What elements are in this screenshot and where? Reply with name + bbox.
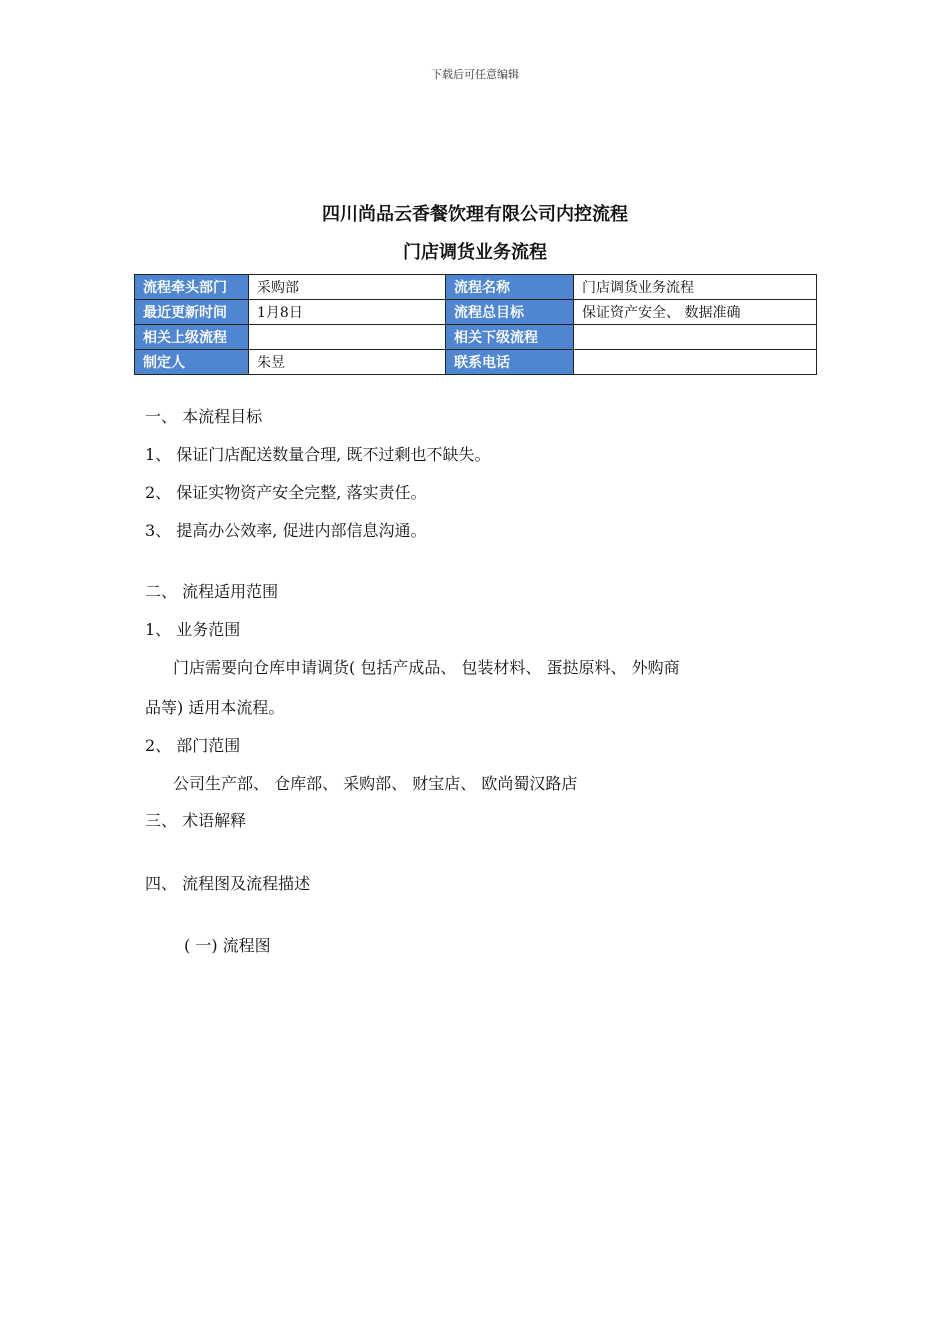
value-process-name: 门店调货业务流程 xyxy=(574,275,817,300)
label-upper-process: 相关上级流程 xyxy=(135,325,249,350)
section2-sub2-text: 公司生产部、 仓库部、 采购部、 财宝店、 欧尚蜀汉路店 xyxy=(173,774,578,793)
section1-heading: 一、 本流程目标 xyxy=(145,407,263,426)
section4-heading: 四、 流程图及流程描述 xyxy=(145,874,311,893)
label-last-updated: 最近更新时间 xyxy=(135,300,249,325)
section2-sub1-text-line1: 门店需要向仓库申请调货( 包括产成品、 包装材料、 蛋挞原料、 外购商 xyxy=(173,658,680,677)
label-author: 制定人 xyxy=(135,350,249,375)
table-row xyxy=(135,350,817,375)
list-item: 3、 提高办公效率, 促进内部信息沟通。 xyxy=(145,521,427,540)
value-phone xyxy=(574,350,817,375)
section3-heading: 三、 术语解释 xyxy=(145,811,247,830)
section2-heading: 二、 流程适用范围 xyxy=(145,582,279,601)
value-lower-process xyxy=(574,325,817,350)
value-upper-process xyxy=(249,325,446,350)
label-process-name: 流程名称 xyxy=(446,275,574,300)
table-row xyxy=(135,300,817,325)
section2-sub2-heading: 2、 部门范围 xyxy=(145,736,241,755)
label-phone: 联系电话 xyxy=(446,350,574,375)
header-note: 下载后可任意编辑 xyxy=(431,68,519,81)
section4-sub1-heading: ( 一) 流程图 xyxy=(184,936,271,955)
value-lead-department: 采购部 xyxy=(249,275,446,300)
table-row xyxy=(135,325,817,350)
section2-sub1-text-line2: 品等) 适用本流程。 xyxy=(145,698,285,717)
process-info-table xyxy=(134,274,817,375)
label-lead-department: 流程牵头部门 xyxy=(135,275,249,300)
label-process-goal: 流程总目标 xyxy=(446,300,574,325)
label-lower-process: 相关下级流程 xyxy=(446,325,574,350)
table-row xyxy=(135,275,817,300)
process-title: 门店调货业务流程 xyxy=(403,242,547,263)
value-last-updated: 1月8日 xyxy=(249,300,446,325)
list-item: 2、 保证实物资产安全完整, 落实责任。 xyxy=(145,483,427,502)
value-author: 朱昱 xyxy=(249,350,446,375)
list-item: 1、 保证门店配送数量合理, 既不过剩也不缺失。 xyxy=(145,445,491,464)
value-process-goal: 保证资产安全、 数据准确 xyxy=(574,300,817,325)
company-title: 四川尚品云香餐饮理有限公司内控流程 xyxy=(322,204,628,225)
section2-sub1-heading: 1、 业务范围 xyxy=(145,620,241,639)
